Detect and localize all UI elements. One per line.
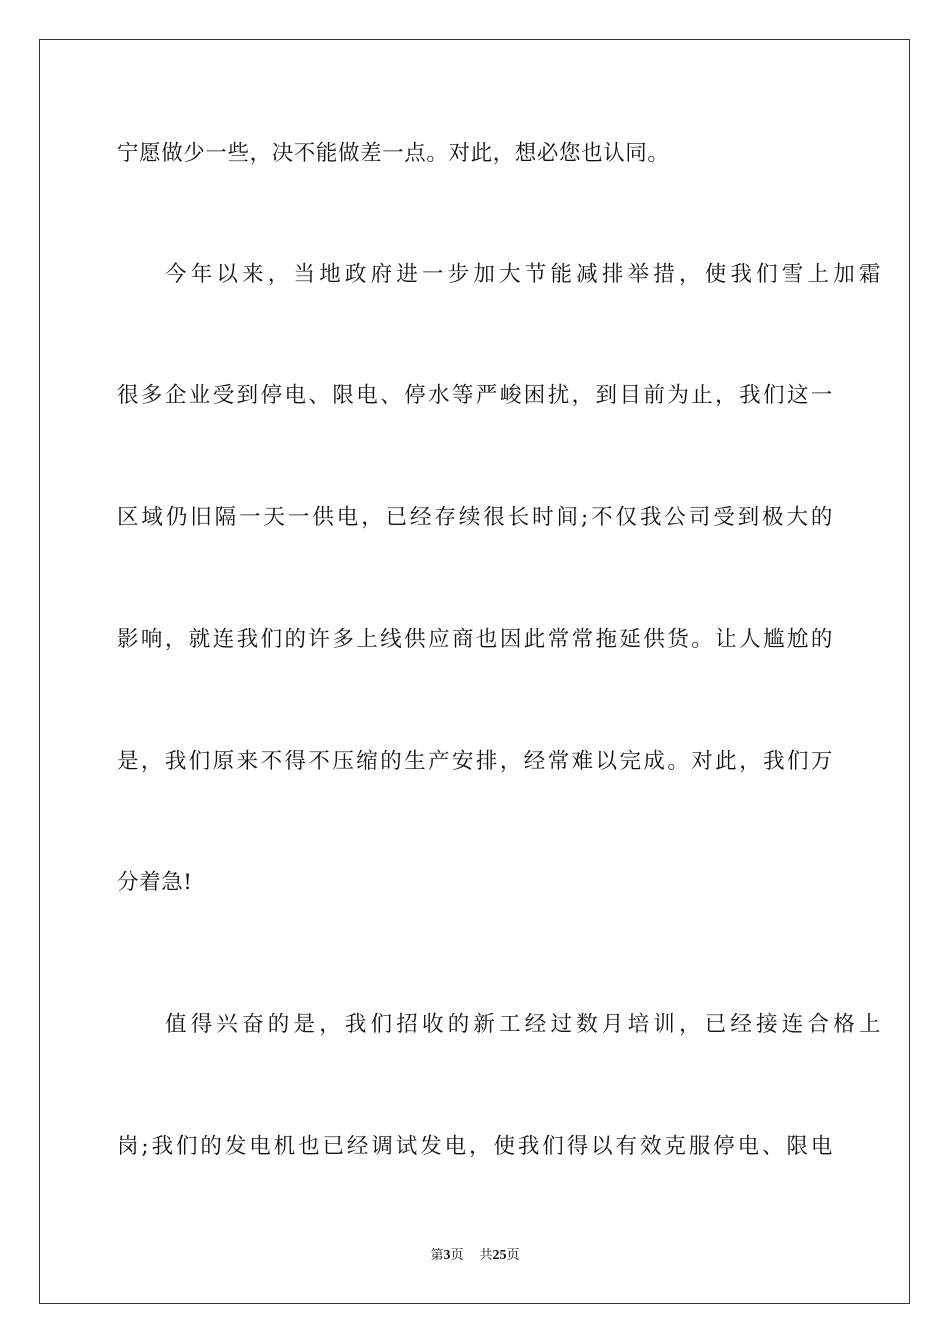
total-prefix: 共 [479, 1248, 493, 1263]
text-line: 很多企业受到停电、限电、停水等严峻困扰，到目前为止，我们这一 [117, 383, 833, 408]
page-border [39, 39, 910, 1304]
text-line: 宁愿做少一些，决不能做差一点。对此，想必您也认同。 [117, 141, 670, 166]
page-number: 3 [443, 1248, 451, 1263]
page-prefix: 第 [430, 1248, 444, 1263]
page-suffix: 页 [450, 1248, 464, 1263]
page-footer [0, 1247, 950, 1265]
paragraph-first-line: 值得兴奋的是，我们招收的新工经过数月培训，已经接连合格上 [165, 1012, 881, 1037]
paragraph-first-line: 今年以来，当地政府进一步加大节能减排举措，使我们雪上加霜 [165, 262, 881, 287]
total-suffix: 页 [506, 1248, 520, 1263]
text-line: 是，我们原来不得不压缩的生产安排，经常难以完成。对此，我们万 [117, 749, 833, 774]
text-line: 岗;我们的发电机也已经调试发电，使我们得以有效克服停电、限电 [117, 1134, 833, 1159]
text-line: 分着急! [117, 870, 193, 895]
text-line: 区域仍旧隔一天一供电，已经存续很长时间;不仅我公司受到极大的 [117, 505, 833, 530]
total-pages: 25 [492, 1248, 507, 1263]
text-line: 影响，就连我们的许多上线供应商也因此常常拖延供货。让人尴尬的 [117, 627, 833, 652]
